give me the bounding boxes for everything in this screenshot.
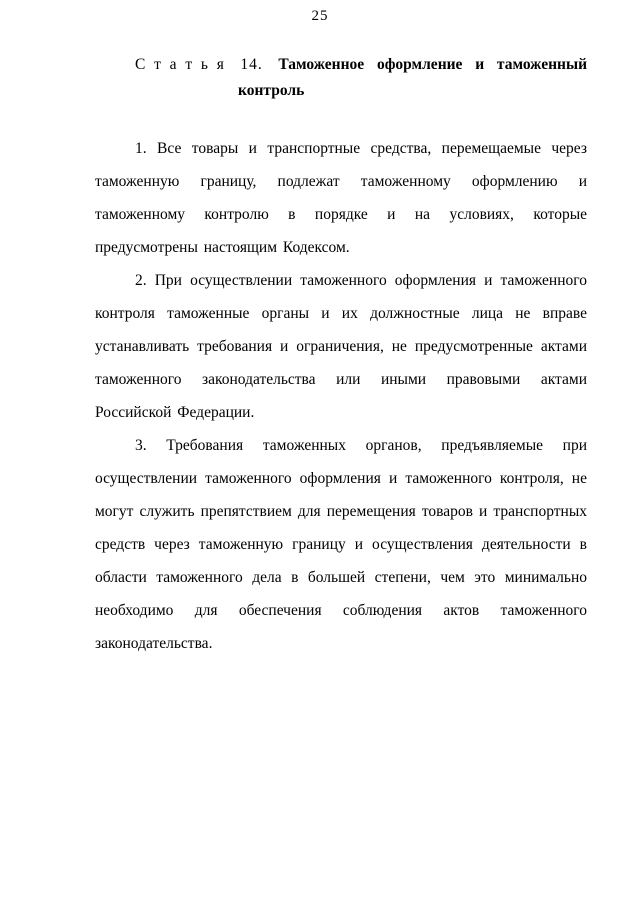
article-heading-title: Таможенное оформление и таможенный контроль	[238, 56, 587, 99]
paragraph-1: 1. Все товары и транспортные средства, перемещаемые через таможенную границу, подлежат таможенному оформлению и таможенному контролю в порядке и на условиях, которые предусмотрены настоящим Кодексом.	[95, 140, 587, 256]
paragraph-2: 2. При осуществлении таможенного оформления и таможенного контроля таможенные органы и их должностные лица не вправе устанавливать требования и ограничения, не предусмотренные актами таможенного законодательства или иными правовыми актами Российской Федерации.	[95, 272, 587, 421]
page-content	[95, 52, 587, 660]
page-number: 25	[311, 8, 329, 24]
article-heading	[135, 52, 587, 104]
article-heading-prefix: С т а т ь я 14.	[135, 56, 279, 73]
article-body	[95, 132, 587, 660]
paragraph-3: 3. Требования таможенных органов, предъявляемые при осуществлении таможенного оформления и таможенного контроля, не могут служить препятствием для перемещения товаров и транспортных средств через таможенную границу и осуществления деятельности в области таможенного дела в большей степени, чем это минимально необходимо для обеспечения соблюдения актов таможенного законодательства.	[95, 437, 587, 652]
